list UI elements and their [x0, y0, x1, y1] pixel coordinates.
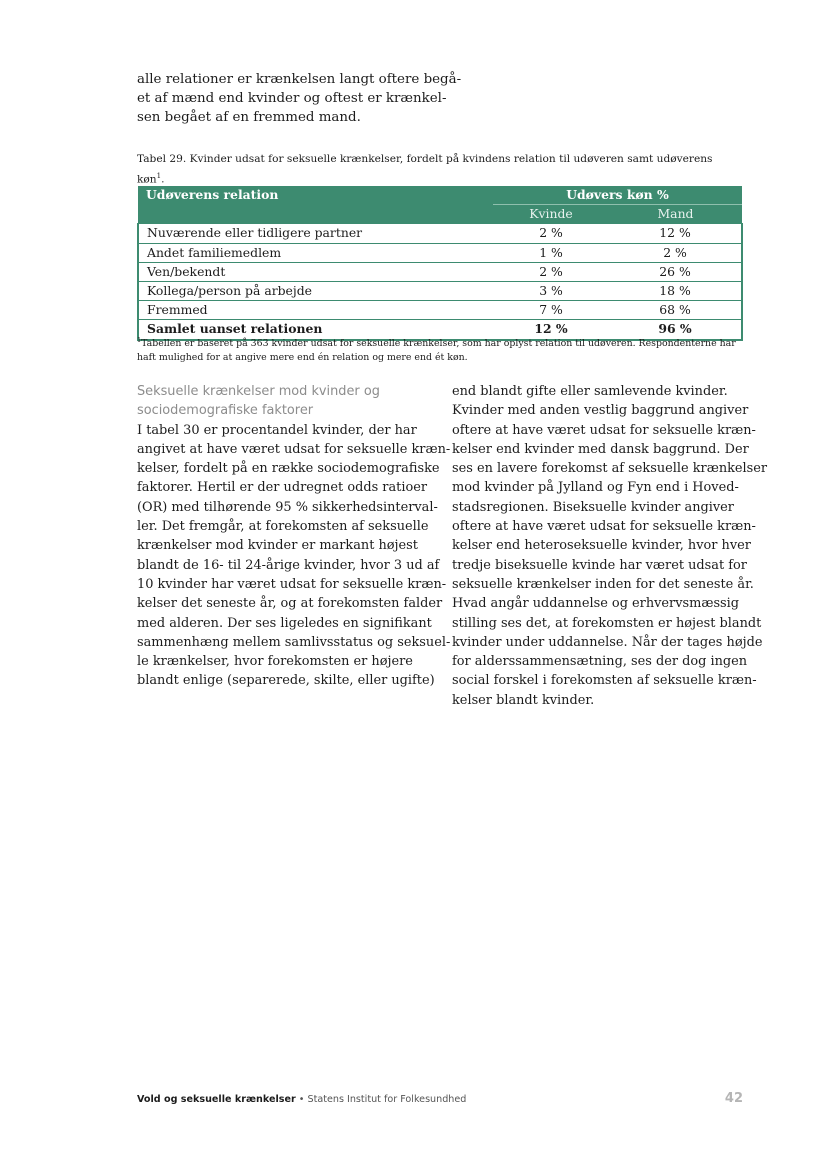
body-line: 10 kvinder har været udsat for seksuelle kræn- — [137, 576, 447, 592]
intro-paragraph — [137, 70, 462, 128]
page-number: 42 — [724, 1091, 743, 1106]
body-line: kelser end heteroseksuelle kvinder, hvor hver — [452, 538, 751, 554]
body-line: sammenhæng mellem samlivsstatus og seksuel- — [137, 634, 451, 650]
cell-female: 7 % — [493, 301, 609, 320]
right-column — [452, 382, 768, 710]
table-row — [138, 262, 742, 281]
footnote-marker: 1 — [137, 336, 142, 344]
relation-table — [137, 186, 743, 341]
body-line: social forskel i forekomsten af seksuelle kræn- — [452, 673, 757, 689]
body-line: kelser det seneste år, og at forekomsten falder — [137, 596, 443, 612]
footnote-text: Tabellen er baseret på 363 kvinder udsat for seksuelle krænkelser, som har oplyst relation til udøveren. Respondenterne har haft mulighed for at angive mere end én relation og mere end ét køn. — [137, 338, 736, 363]
cell-male: 18 % — [609, 281, 742, 300]
body-line: kelser end kvinder med dansk baggrund. Der — [452, 441, 749, 457]
footer-organization: Statens Institut for Folkesundhed — [307, 1094, 467, 1105]
table-subheader-row — [138, 205, 742, 224]
intro-line: et af mænd end kvinder og oftest er krænkel- — [137, 91, 447, 107]
subheader-male: Mand — [609, 205, 742, 224]
body-line: kvinder under uddannelse. Når der tages højde — [452, 634, 763, 650]
header-sex: Udøvers køn % — [493, 186, 742, 205]
footer-title: Vold og seksuelle krænkelser — [137, 1094, 296, 1105]
cell-relation: Nuværende eller tidligere partner — [138, 224, 493, 243]
right-body-text — [452, 382, 768, 710]
body-line: krænkelser mod kvinder er markant højest — [137, 538, 418, 554]
cell-male: 26 % — [609, 262, 742, 281]
cell-female: 3 % — [493, 281, 609, 300]
table-body — [138, 224, 742, 340]
body-line: I tabel 30 er procentandel kvinder, der har — [137, 422, 417, 438]
header-relation: Udøverens relation — [138, 186, 493, 205]
body-line: Kvinder med anden vestlig baggrund angiver — [452, 403, 749, 419]
section-heading-line: Seksuelle krænkelser mod kvinder og — [137, 384, 380, 399]
cell-female: 2 % — [493, 224, 609, 243]
body-line: stilling ses det, at forekomsten er højest blandt — [452, 615, 762, 631]
body-line: kelser, fordelt på en række sociodemografiske — [137, 461, 440, 477]
body-line: stadsregionen. Biseksuelle kvinder angiver — [452, 499, 734, 515]
cell-relation: Kollega/person på arbejde — [138, 281, 493, 300]
left-column — [137, 382, 451, 691]
caption-end: . — [161, 173, 165, 186]
table-row — [138, 281, 742, 300]
body-line: angivet at have været udsat for seksuelle kræn- — [137, 441, 451, 457]
body-line: oftere at have været udsat for seksuelle kræn- — [452, 519, 756, 535]
cell-female: 2 % — [493, 262, 609, 281]
body-line: faktorer. Hertil er der udregnet odds ratioer — [137, 480, 428, 496]
cell-male: 2 % — [609, 243, 742, 262]
body-line: mod kvinder på Jylland og Fyn end i Hoved- — [452, 480, 739, 496]
body-line: le krænkelser, hvor forekomsten er højere — [137, 654, 413, 670]
body-line: end blandt gifte eller samlevende kvinder. — [452, 384, 728, 399]
table-caption — [137, 151, 743, 188]
body-line: Hvad angår uddannelse og erhvervsmæssig — [452, 596, 740, 612]
caption-text: Tabel 29. Kvinder udsat for seksuelle krænkelser, fordelt på kvindens relation til udøveren samt udøverens køn — [137, 153, 713, 186]
footer-separator: • — [295, 1094, 308, 1105]
intro-line: sen begået af en fremmed mand. — [137, 110, 361, 126]
body-line: ses en lavere forekomst af seksuelle krænkelser — [452, 461, 768, 477]
cell-male: 12 % — [609, 224, 742, 243]
table-row — [138, 301, 742, 320]
body-line: oftere at have været udsat for seksuelle kræn- — [452, 422, 756, 438]
cell-relation: Andet familiemedlem — [138, 243, 493, 262]
body-line: med alderen. Der ses ligeledes en signifikant — [137, 615, 432, 631]
left-body-text — [137, 421, 451, 691]
body-line: kelser blandt kvinder. — [452, 692, 595, 708]
body-line: ler. Det fremgår, at forekomsten af seksuelle — [137, 519, 429, 535]
table-row — [138, 224, 742, 243]
body-line: blandt enlige (separerede, skilte, eller ugifte) — [137, 673, 435, 689]
cell-male: 96 % — [609, 320, 742, 340]
table-row — [138, 243, 742, 262]
body-line: (OR) med tilhørende 95 % sikkerhedsinterval- — [137, 499, 438, 515]
cell-relation: Fremmed — [138, 301, 493, 320]
table-footnote — [137, 334, 743, 364]
page-footer — [137, 1091, 743, 1110]
body-line: for alderssammensætning, ses der dog ingen — [452, 654, 748, 670]
body-line: blandt de 16- til 24-årige kvinder, hvor 3 ud af — [137, 557, 440, 573]
subheader-female: Kvinde — [493, 205, 609, 224]
cell-relation: Samlet uanset relationen — [138, 320, 493, 340]
table-header-row — [138, 186, 742, 205]
intro-line: alle relationer er krænkelsen langt oftere begå- — [137, 72, 462, 87]
cell-female: 12 % — [493, 320, 609, 340]
section-heading-line: sociodemografiske faktorer — [137, 403, 314, 419]
body-line: tredje biseksuelle kvinde har været udsat for — [452, 557, 747, 573]
caption-footnote-marker: 1 — [156, 171, 162, 180]
cell-female: 1 % — [493, 243, 609, 262]
section-heading — [137, 382, 433, 421]
body-line: seksuelle krænkelser inden for det seneste år. — [452, 576, 754, 592]
cell-relation: Ven/bekendt — [138, 262, 493, 281]
subheader-empty — [138, 205, 493, 224]
cell-male: 68 % — [609, 301, 742, 320]
